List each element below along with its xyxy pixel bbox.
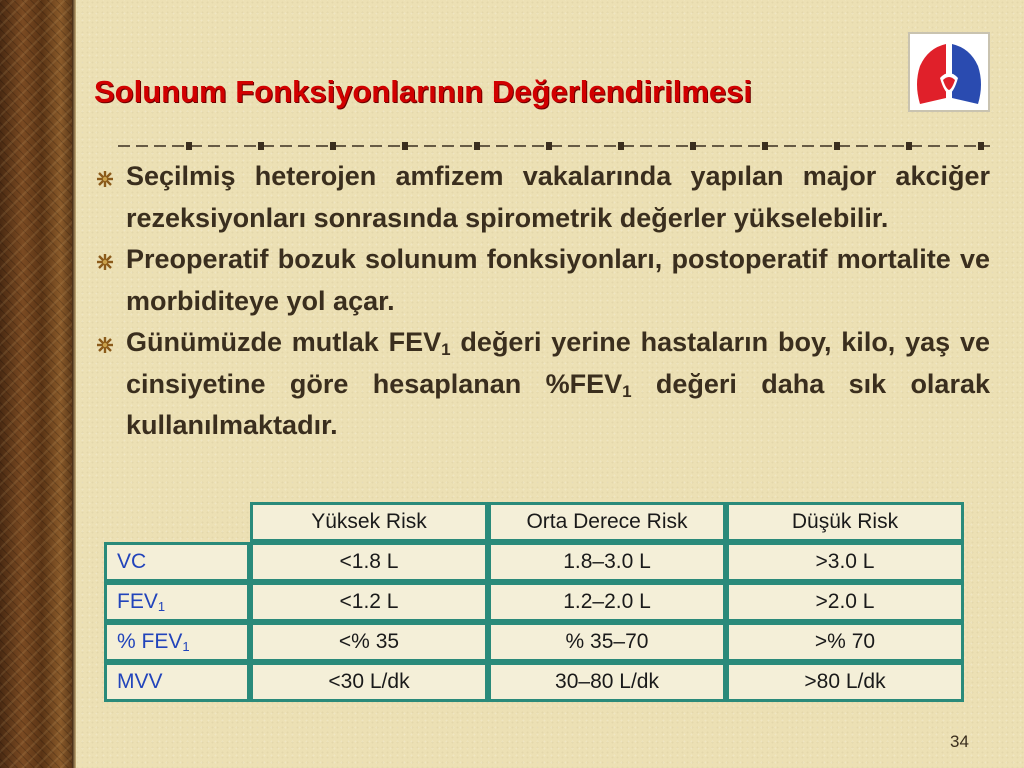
row-label-text: MVV — [117, 670, 163, 693]
lungs-logo-icon — [910, 34, 988, 110]
bullet-item — [84, 156, 990, 239]
table-cell: <1.2 L — [250, 582, 488, 622]
row-label — [104, 662, 250, 702]
decorative-side-strip — [0, 0, 76, 768]
asterisk-bullet-icon — [84, 322, 126, 364]
table-cell: % 35–70 — [488, 622, 726, 662]
table-header-cell: Orta Derece Risk — [488, 502, 726, 542]
lungs-logo — [908, 32, 990, 112]
subscript: 1 — [182, 639, 190, 654]
table-row — [104, 662, 964, 702]
bullet-text-part: değeri yerine hastaların boy, kilo, yaş ve cinsiyetine göre hesaplanan %FEV — [126, 327, 991, 399]
row-label — [104, 542, 250, 582]
bullet-text-part: Günümüzde mutlak FEV — [126, 327, 442, 357]
table-cell: <30 L/dk — [250, 662, 488, 702]
table-header-cell: Düşük Risk — [726, 502, 964, 542]
table-row — [104, 542, 964, 582]
row-label-text: FEV — [117, 590, 158, 613]
bullet-item — [84, 322, 990, 447]
row-label-text: VC — [117, 550, 147, 573]
table-cell: >80 L/dk — [726, 662, 964, 702]
row-label — [104, 582, 250, 622]
table-cell: <1.8 L — [250, 542, 488, 582]
asterisk-bullet-icon — [84, 239, 126, 281]
table-row — [104, 622, 964, 662]
table-header-row — [104, 502, 964, 542]
table-corner-cell — [104, 502, 250, 542]
table-cell: 30–80 L/dk — [488, 662, 726, 702]
table-row — [104, 582, 964, 622]
slide-title: Solunum Fonksiyonlarının Değerlendirilmesi — [94, 74, 753, 109]
table-cell: >3.0 L — [726, 542, 964, 582]
asterisk-bullet-icon — [84, 156, 126, 198]
subscript: 1 — [441, 340, 451, 359]
table-cell: >% 70 — [726, 622, 964, 662]
row-label-text: % FEV — [117, 630, 183, 653]
table-cell: 1.8–3.0 L — [488, 542, 726, 582]
title-divider — [118, 140, 990, 152]
bullet-list — [84, 156, 990, 447]
bullet-text — [126, 322, 990, 447]
bullet-text: Preoperatif bozuk solunum fonksiyonları, postoperatif mortalite ve morbiditeye yol açar. — [126, 244, 990, 316]
bullet-text-part: değeri daha sık olarak kullanılmaktadır. — [126, 368, 990, 440]
table-cell: 1.2–2.0 L — [488, 582, 726, 622]
row-label — [104, 622, 250, 662]
page-number: 34 — [950, 732, 969, 751]
subscript: 1 — [157, 599, 166, 614]
risk-table — [104, 502, 964, 702]
subscript: 1 — [622, 381, 632, 401]
table-header-cell: Yüksek Risk — [250, 502, 488, 542]
bullet-text: Seçilmiş heterojen amfizem vakalarında yapılan major akciğer rezeksiyonları sonrasında spirometrik değerler yükselebilir. — [126, 161, 990, 233]
bullet-item — [84, 239, 990, 322]
table-cell: >2.0 L — [726, 582, 964, 622]
table-cell: <% 35 — [250, 622, 488, 662]
